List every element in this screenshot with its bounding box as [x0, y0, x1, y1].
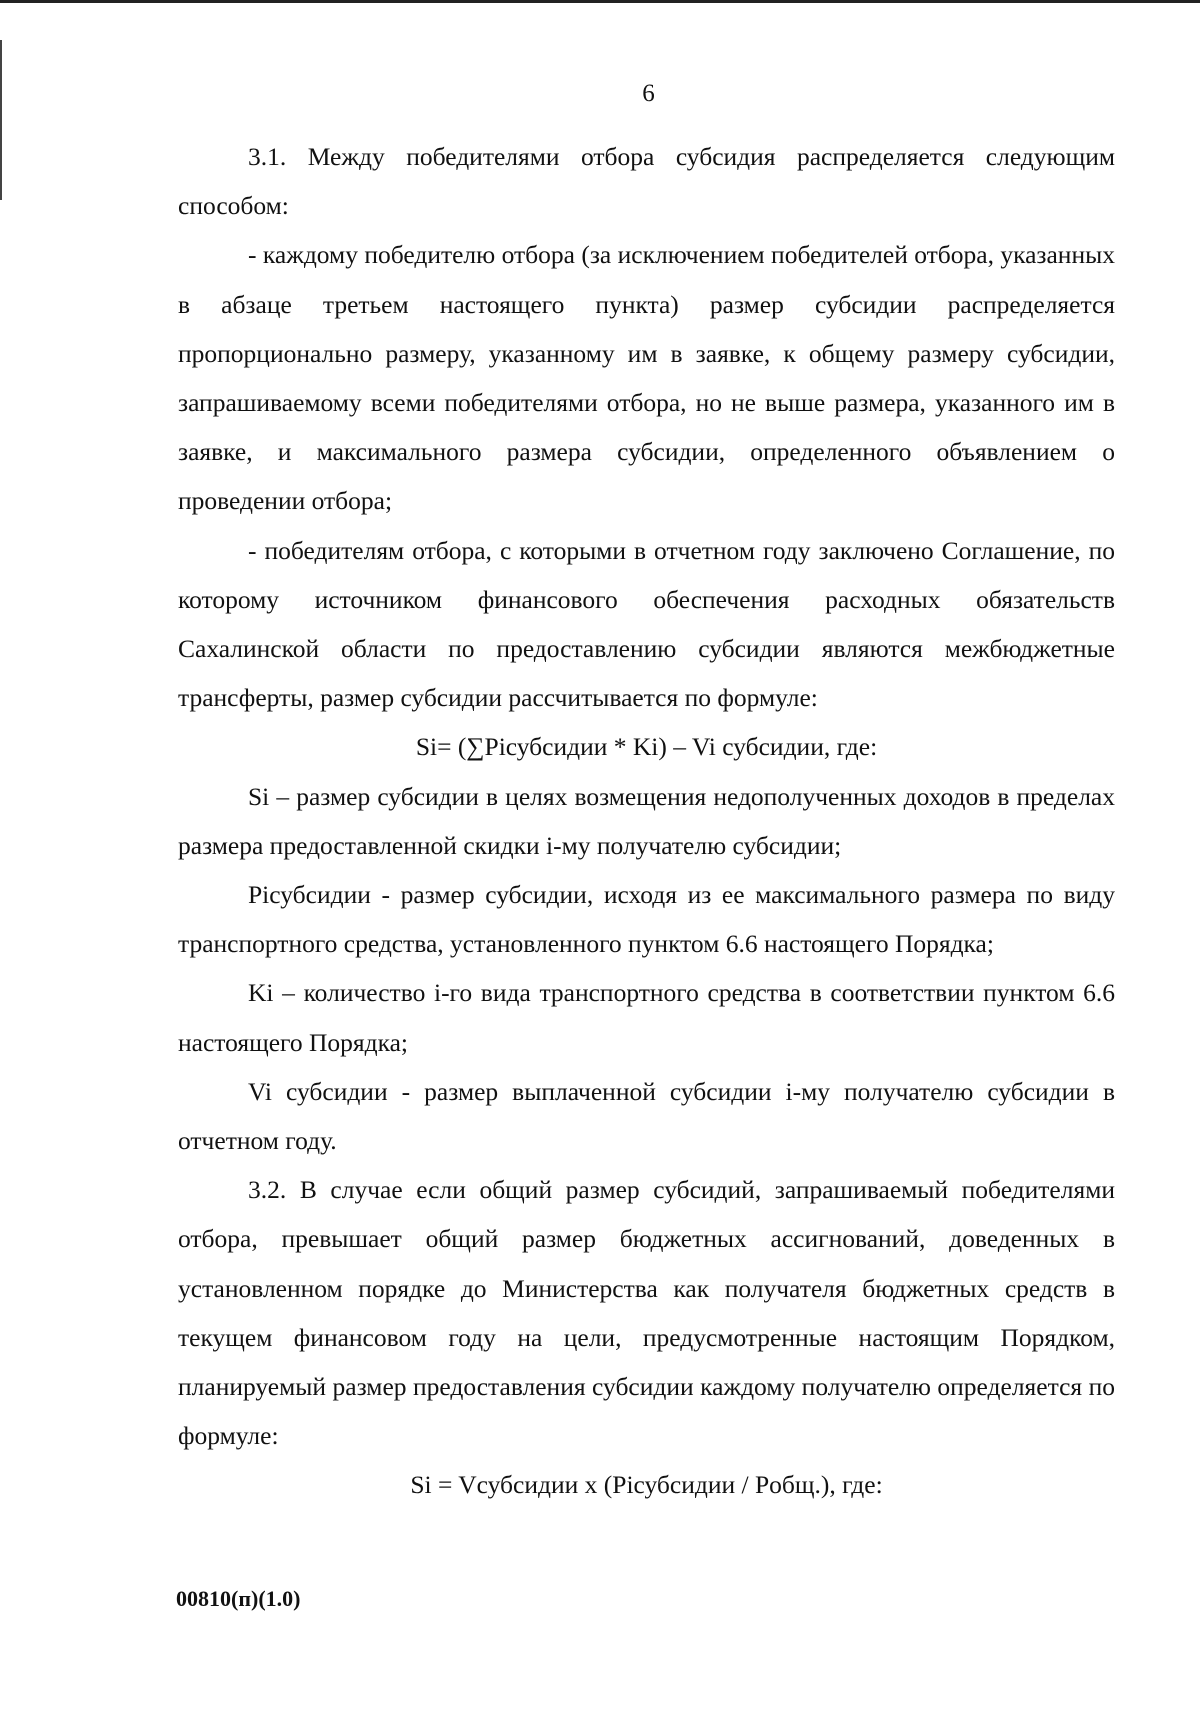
definition-ki: Ki – количество i-го вида транспортного средства в соответствии пунктом 6.6 настоящего Порядка;: [178, 978, 1115, 1057]
paragraph-each-winner: - каждому победителю отбора (за исключением победителей отбора, указанных в абзаце третьем настоящего пункта) размер субсидии распределяется пропорционально размеру, указанному им в заявке, к общему размеру субсидии, запрашиваемому всеми победителями отбора, но не выше размера, указанного им в заявке, и максимального размера субсидии, определенного объявлением о проведении отбора;: [178, 240, 1115, 516]
page-number: 6: [642, 80, 655, 107]
scan-edge-top: [0, 0, 1200, 3]
formula-si-second: Si = Vсубсидии x (Piсубсидии / Pобщ.), где:: [410, 1470, 883, 1500]
definition-vi-subsidy: Vi субсидии - размер выплаченной субсидии i-му получателю субсидии в отчетном году.: [178, 1076, 1115, 1156]
document-code: 00810(п)(1.0): [176, 1586, 301, 1611]
document-body: [178, 132, 1115, 1510]
paragraph-3-1-intro: 3.1. Между победителями отбора субсидия распределяется следующим способом:: [178, 142, 1115, 221]
definition-pi-subsidy: Piсубсидии - размер субсидии, исходя из ее максимального размера по виду транспортного средства, установленного пунктом 6.6 настоящего Порядка;: [178, 880, 1115, 959]
definition-si: Si – размер субсидии в целях возмещения недополученных доходов в пределах размера предоставленной скидки i-му получателю субсидии;: [178, 781, 1115, 860]
paragraph-3-2: 3.2. В случае если общий размер субсидий, запрашиваемый победителями отбора, превышает общий размер бюджетных ассигнований, доведенных в установленном порядке до Министерства как получателя бюджетных средств в текущем финансовом году на цели, предусмотренные настоящим Порядком, планируемый размер предоставления субсидии каждому получателю определяется по формуле:: [178, 1175, 1115, 1451]
paragraph-winners-agreement: - победителям отбора, с которыми в отчетном году заключено Соглашение, по которому источником финансового обеспечения расходных обязательств Сахалинской области по предоставлению субсидии являются межбюджетные трансферты, размер субсидии рассчитывается по формуле:: [178, 535, 1115, 713]
formula-si-first: Si= (∑Piсубсидии * Ki) – Vi субсидии, где:: [415, 732, 878, 762]
scan-edge-left: [0, 40, 2, 200]
